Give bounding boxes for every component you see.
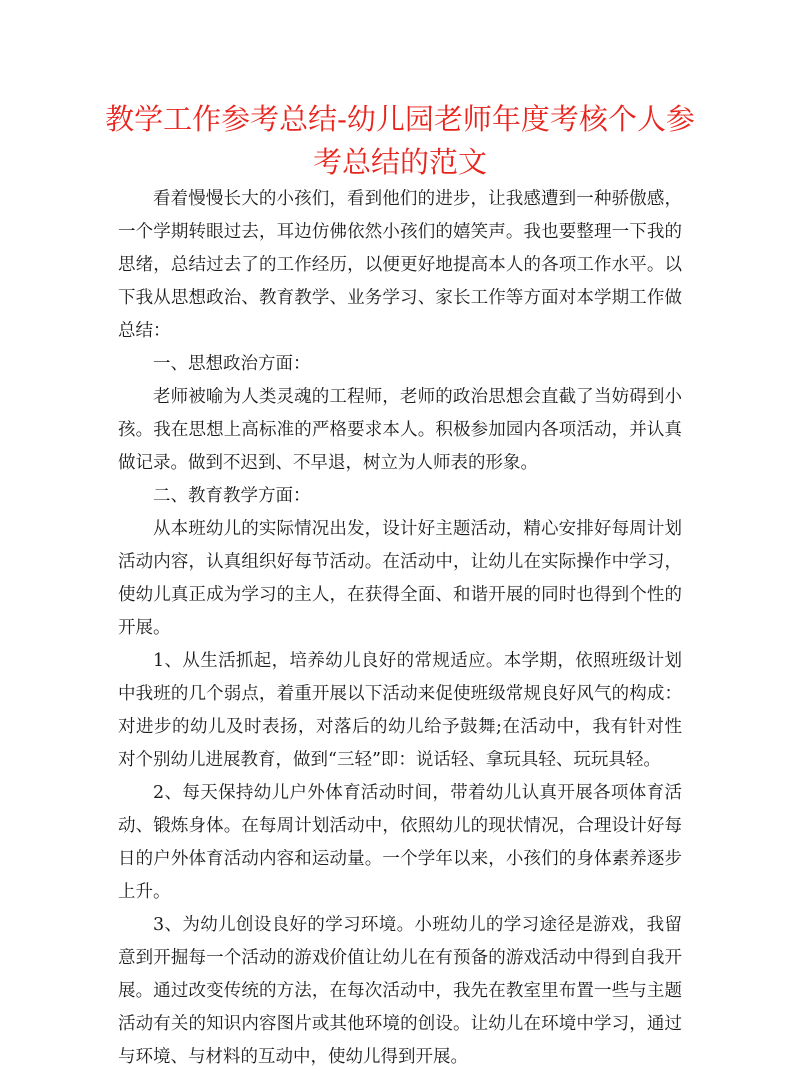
- paragraph-politics: 老师被喻为人类灵魂的工程师，老师的政治思想会直截了当妨碍到小孩。我在思想上高标准的严格要求本人。积极参加园内各项活动，并认真做记录。做到不迟到、不早退，树立为人师表的形象。: [118, 387, 682, 473]
- section-heading-politics: 一、思想政治方面：: [153, 354, 311, 374]
- paragraph-item-2: 2、每天保持幼儿户外体育活动时间，带着幼儿认真开展各项体育活动、锻炼身体。在每周计划活动中，依照幼儿的现状情况，合理设计好每日的户外体育活动内容和运动量。一个学年以来，小孩们的身体素养逐步上升。: [118, 783, 682, 902]
- document-title: 教学工作参考总结-幼儿园老师年度考核个人参考总结的范文: [105, 102, 695, 179]
- paragraph-intro: 看着慢慢长大的小孩们，看到他们的进步，让我感遭到一种骄傲感，一个学期转眼过去，耳边仿佛依然小孩们的嬉笑声。我也要整理一下我的思绪，总结过去了的工作经历，以便更好地提高本人的各项工作水平。以下我从思想政治、教育教学、业务学习、家长工作等方面对本学期工作做总结：: [118, 189, 682, 341]
- paragraph-item-1: 1、从生活抓起，培养幼儿良好的常规适应。本学期，依照班级计划中我班的几个弱点，着重开展以下活动来促使班级常规良好风气的构成：对进步的幼儿及时表扬，对落后的幼儿给予鼓舞;在活动中，我有针对性对个别幼儿进展教育，做到“三轻”即：说话轻、拿玩具轻、玩玩具轻。: [118, 651, 682, 770]
- paragraph-item-3: 3、为幼儿创设良好的学习环境。小班幼儿的学习途径是游戏，我留意到开掘每一个活动的游戏价值让幼儿在有预备的游戏活动中得到自我开展。通过改变传统的方法，在每次活动中，我先在教室里布置一些与主题活动有关的知识内容图片或其他环境的创设。让幼儿在环境中学习，通过与环境、与材料的互动中，使幼儿得到开展。: [118, 915, 682, 1067]
- paragraph-teaching: 从本班幼儿的实际情况出发，设计好主题活动，精心安排好每周计划活动内容，认真组织好每节活动。在活动中，让幼儿在实际操作中学习，使幼儿真正成为学习的主人，在获得全面、和谐开展的同时也得到个性的开展。: [118, 519, 682, 638]
- document-body: [118, 183, 682, 1074]
- section-heading-teaching: 二、教育教学方面：: [153, 486, 311, 506]
